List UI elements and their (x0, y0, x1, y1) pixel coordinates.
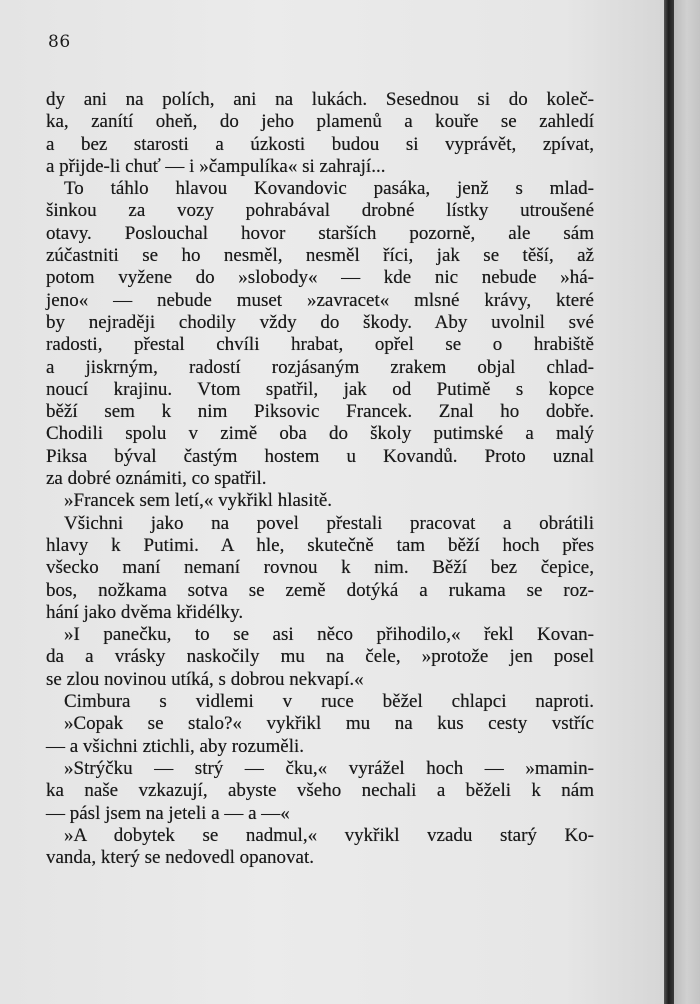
text-line: da a vrásky naskočily mu na čele, »protože jen posel (46, 646, 594, 668)
text-line: potom vyžene do »slobody« — kde nic nebude »há- (46, 267, 594, 289)
text-line: Chodili spolu v zimě oba do školy putimské a malý (46, 423, 594, 445)
opposite-page-edge (674, 0, 700, 1004)
text-line: ka naše vzkazují, abyste všeho nechali a běželi k nám (46, 780, 594, 802)
text-line: bos, nožkama sotva se země dotýká a rukama se roz- (46, 579, 594, 601)
text-line: a bez starosti a úzkosti budou si vyprávět, zpívat, (46, 133, 594, 155)
text-line: jeno« — nebude muset »zavracet« mlsné krávy, které (46, 289, 594, 311)
text-line: ka, zanítí oheň, do jeho plamenů a kouře se zahledí (46, 111, 594, 133)
text-line: zúčastniti se ho nesměl, nesměl říci, jak se těší, až (46, 245, 594, 267)
book-spine-shadow (664, 0, 674, 1004)
text-line: hlavy k Putimi. A hle, skutečně tam běží hoch přes (46, 534, 594, 556)
text-line: radosti, přestal chvíli hrabat, opřel se o hrabiště (46, 334, 594, 356)
text-line: — a všichni ztichli, aby rozuměli. (46, 735, 305, 757)
text-line: »Strýčku — strý — čku,« vyrážel hoch — »mamin- (64, 757, 594, 779)
text-line: »Copak se stalo?« vykřikl mu na kus cesty vstříc (64, 713, 594, 735)
text-line: by nejraději chodily vždy do škody. Aby uvolnil své (46, 311, 594, 333)
text-line: hání jako dvěma křidélky. (46, 601, 244, 623)
text-line: »Francek sem letí,« vykřikl hlasitě. (64, 490, 333, 512)
body-text (46, 89, 594, 869)
text-line: všecko maní nemaní rovnou k nim. Běží bez čepice, (46, 557, 594, 579)
text-line: běží sem k nim Piksovic Francek. Znal ho dobře. (46, 401, 594, 423)
text-line: To táhlo hlavou Kovandovic pasáka, jenž s mlad- (64, 178, 594, 200)
text-line: dy ani na polích, ani na lukách. Sesednou si do koleč- (46, 89, 594, 110)
text-line: a přijde-li chuť — i »čampulíka« si zahrají... (46, 155, 386, 177)
text-line: za dobré oznámiti, co spatřil. (46, 468, 267, 490)
page-number: 86 (48, 32, 71, 52)
text-line: — pásl jsem na jeteli a — a —« (46, 802, 290, 824)
text-line: Všichni jako na povel přestali pracovat a obrátili (64, 512, 594, 534)
text-line: vanda, který se nedovedl opanovat. (46, 847, 315, 869)
text-line: »A dobytek se nadmul,« vykřikl vzadu starý Ko- (64, 824, 594, 846)
text-line: »I panečku, to se asi něco přihodilo,« řekl Kovan- (64, 624, 594, 646)
text-line: otavy. Poslouchal hovor starších pozorně, ale sám (46, 222, 594, 244)
text-line: se zlou novinou utíká, s dobrou nekvapí.« (46, 668, 364, 690)
text-line: a jiskrným, radostí rozjásaným zrakem objal chlad- (46, 356, 594, 378)
text-line: Cimbura s vidlemi v ruce běžel chlapci naproti. (64, 691, 594, 713)
text-line: noucí krajinu. Vtom spatřil, jak od Putimě s kopce (46, 378, 594, 400)
text-line: šinkou za vozy pohrabával drobné lístky utroušené (46, 200, 594, 222)
text-line: Piksa býval častým hostem u Kovandů. Proto uznal (46, 445, 594, 467)
